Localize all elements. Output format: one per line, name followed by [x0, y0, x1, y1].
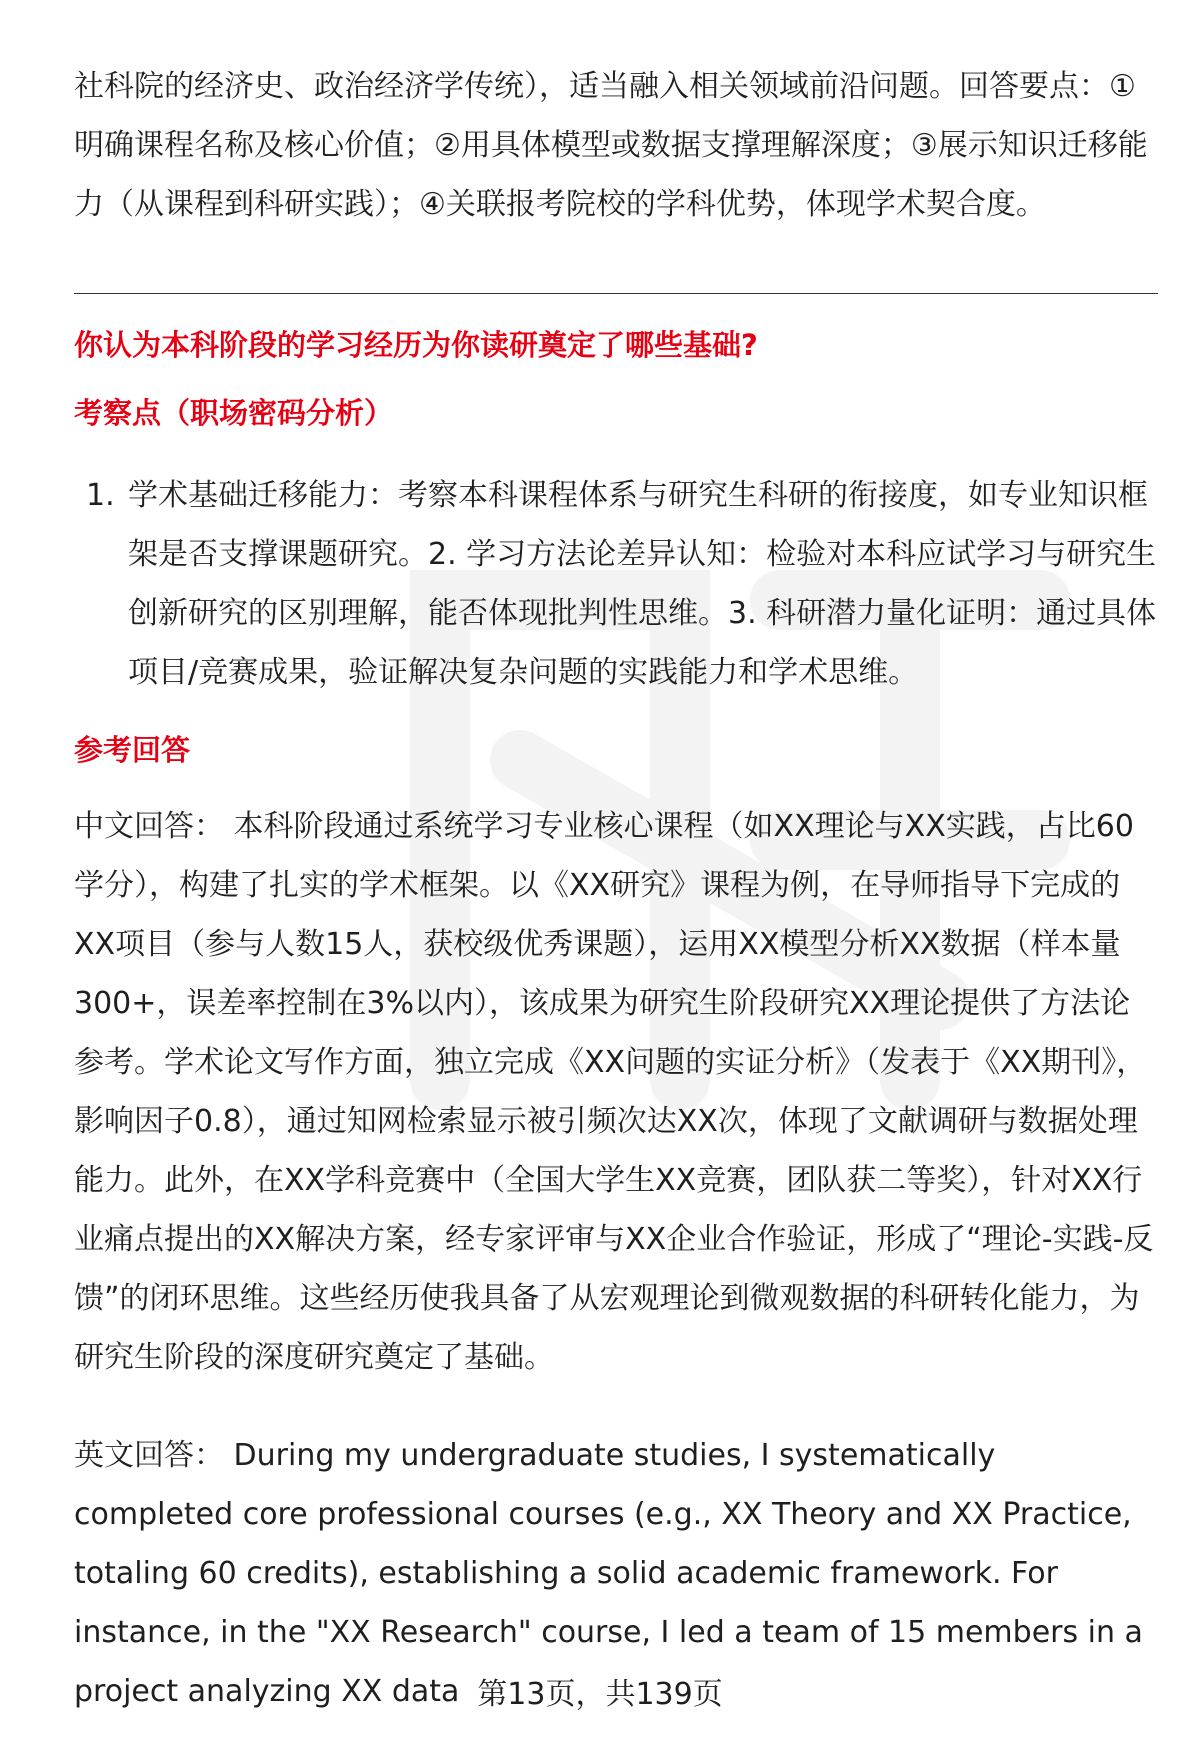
list-item [74, 466, 1158, 702]
answer-heading: 参考回答 [74, 733, 191, 767]
list-item-text: 学术基础迁移能力：考察本科课程体系与研究生科研的衔接度，如专业知识框架是否支撑课题研究。2. 学习方法论差异认知：检验对本科应试学习与研究生创新研究的区别理解，能否体现批判性思维。3. 科研潜力量化证明：通过具体项目/竞赛成果，验证解决复杂问题的实践能力和学术思维。 [128, 478, 1157, 690]
page-number: 第13页，共139页 [477, 1677, 723, 1712]
section-divider [74, 293, 1158, 294]
list-item-number: 1. [86, 478, 115, 513]
chinese-answer: 中文回答： 本科阶段通过系统学习专业核心课程（如XX理论与XX实践，占比60学分），构建了扎实的学术框架。以《XX研究》课程为例，在导师指导下完成的XX项目（参与人数15人，获校级优秀课题），运用XX模型分析XX数据（样本量300+，误差率控制在3%以内），该成果为研究生阶段研究XX理论提供了方法论参考。学术论文写作方面，独立完成《XX问题的实证分析》（发表于《XX期刊》，影响因子0.8），通过知网检索显示被引频次达XX次，体现了文献调研与数据处理能力。此外，在XX学科竞赛中（全国大学生XX竞赛，团队获二等奖），针对XX行业痛点提出的XX解决方案，经专家评审与XX企业合作验证，形成了“理论-实践-反馈”的闭环思维。这些经历使我具备了从宏观理论到微观数据的科研转化能力，为研究生阶段的深度研究奠定了基础。 [74, 809, 1154, 1375]
focus-list [74, 466, 1158, 702]
english-answer: 英文回答： During my undergraduate studies, I systematically completed core professional courses (e.g., XX Theory and XX Practice, totaling 60 credits), establishing a solid academic framework. For instance, in the "XX Research" course, I led a team of 15 members in a project analyzing XX data [74, 1438, 1143, 1709]
question-title: 你认为本科阶段的学习经历为你读研奠定了哪些基础? [74, 328, 758, 362]
focus-heading: 考察点（职场密码分析） [74, 396, 394, 430]
intro-paragraph: 社科院的经济史、政治经济学传统），适当融入相关领域前沿问题。回答要点：①明确课程名称及核心价值；②用具体模型或数据支撑理解深度；③展示知识迁移能力（从课程到科研实践）；④关联报考院校的学科优势，体现学术契合度。 [74, 69, 1148, 222]
